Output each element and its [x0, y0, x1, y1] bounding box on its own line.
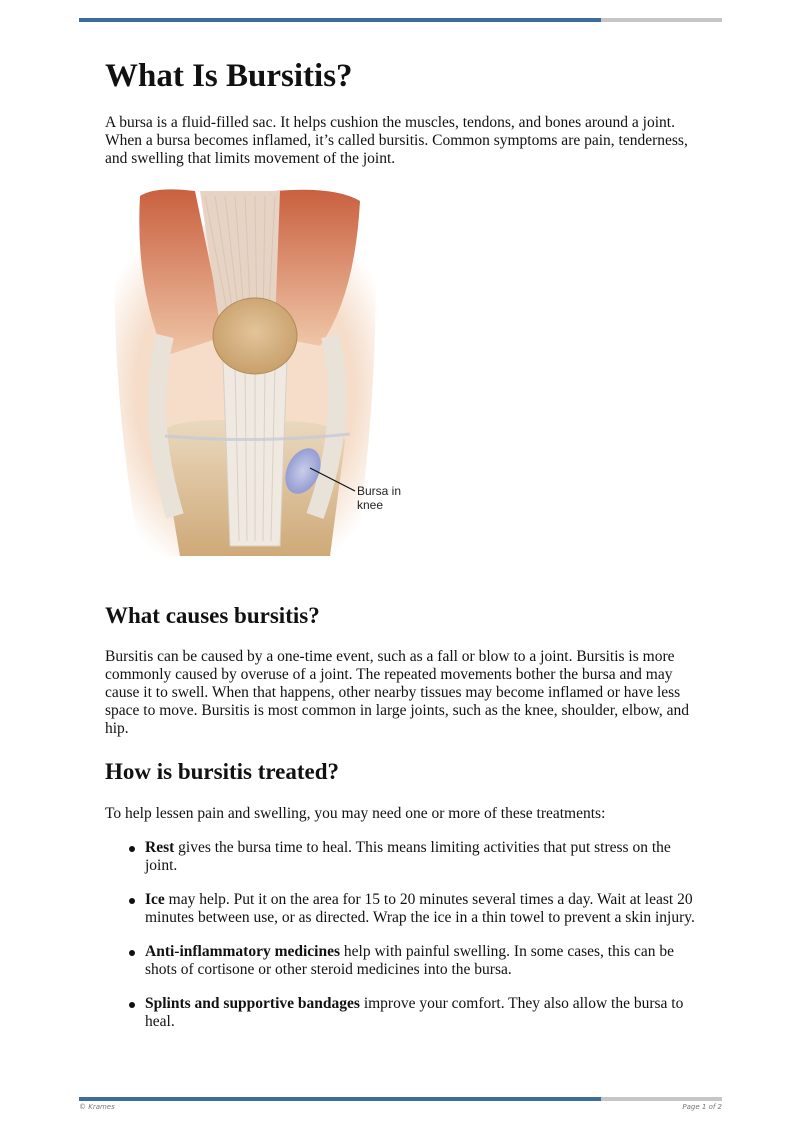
causes-heading: What causes bursitis? [105, 603, 320, 629]
treatment-intro: To help lessen pain and swelling, you may need one or more of these treatments: [105, 805, 606, 823]
treatment-item-rest [124, 839, 700, 875]
bullet-icon [129, 950, 135, 956]
treatment-item-text: improve your comfort. They also allow the bursa to heal. [145, 995, 684, 1031]
treatment-item-ice [124, 891, 700, 927]
treatment-item-text: may help. Put it on the area for 15 to 20 minutes several times a day. Wait at least 20 minutes between use, or as directed. Wrap the ice in a thin towel to prevent a skin injury. [145, 891, 695, 927]
bullet-icon [129, 846, 135, 852]
bullet-icon [129, 1002, 135, 1008]
knee-illustration [105, 186, 425, 566]
treatment-heading: How is bursitis treated? [105, 758, 340, 784]
treatment-item-medicines [124, 943, 700, 979]
causes-paragraph: Bursitis can be caused by a one-time event, such as a fall or blow to a joint. Bursitis is more commonly caused by overuse of a joint. The repeated movements bother the bursa and may cause it to swell. When that happens, other nearby tissues may become inflamed or have less space to move. Bursitis is most common in large joints, such as the knee, shoulder, elbow, and hip. [105, 647, 689, 737]
document-body [105, 40, 700, 1047]
figure-label-line1: Bursa in [357, 484, 402, 499]
footer-rule-blue [79, 1097, 601, 1101]
bullet-icon [129, 898, 135, 904]
intro-paragraph: A bursa is a fluid-filled sac. It helps cushion the muscles, tendons, and bones around a joint. When a bursa becomes inflamed, it’s called bursitis. Common symptoms are pain, tenderness, and swelling that limits movement of the joint. [105, 114, 688, 168]
treatment-list [105, 839, 700, 1031]
footer-rule [79, 1097, 722, 1101]
treatment-item-text: help with painful swelling. In some cases, this can be shots of cortisone or other steroid medicines into the bursa. [145, 943, 675, 979]
treatment-item-splints [124, 995, 700, 1031]
header-rule-gray [601, 18, 722, 22]
page-title: What Is Bursitis? [105, 58, 353, 94]
footer-copyright: © Krames [79, 1103, 115, 1111]
treatment-item-title: Anti-inflammatory medicines [145, 943, 341, 961]
footer-rule-gray [601, 1097, 722, 1101]
header-rule [79, 18, 722, 22]
treatment-item-title: Splints and supportive bandages [145, 995, 360, 1013]
treatment-item-text: gives the bursa time to heal. This means limiting activities that put stress on the joint. [145, 839, 671, 875]
footer-page-number: Page 1 of 2 [682, 1103, 722, 1111]
header-rule-blue [79, 18, 601, 22]
treatment-item-title: Ice [145, 891, 165, 909]
treatment-item-title: Rest [145, 839, 175, 857]
figure-label-line2: knee [357, 498, 384, 513]
knee-anatomy-image [105, 186, 425, 566]
